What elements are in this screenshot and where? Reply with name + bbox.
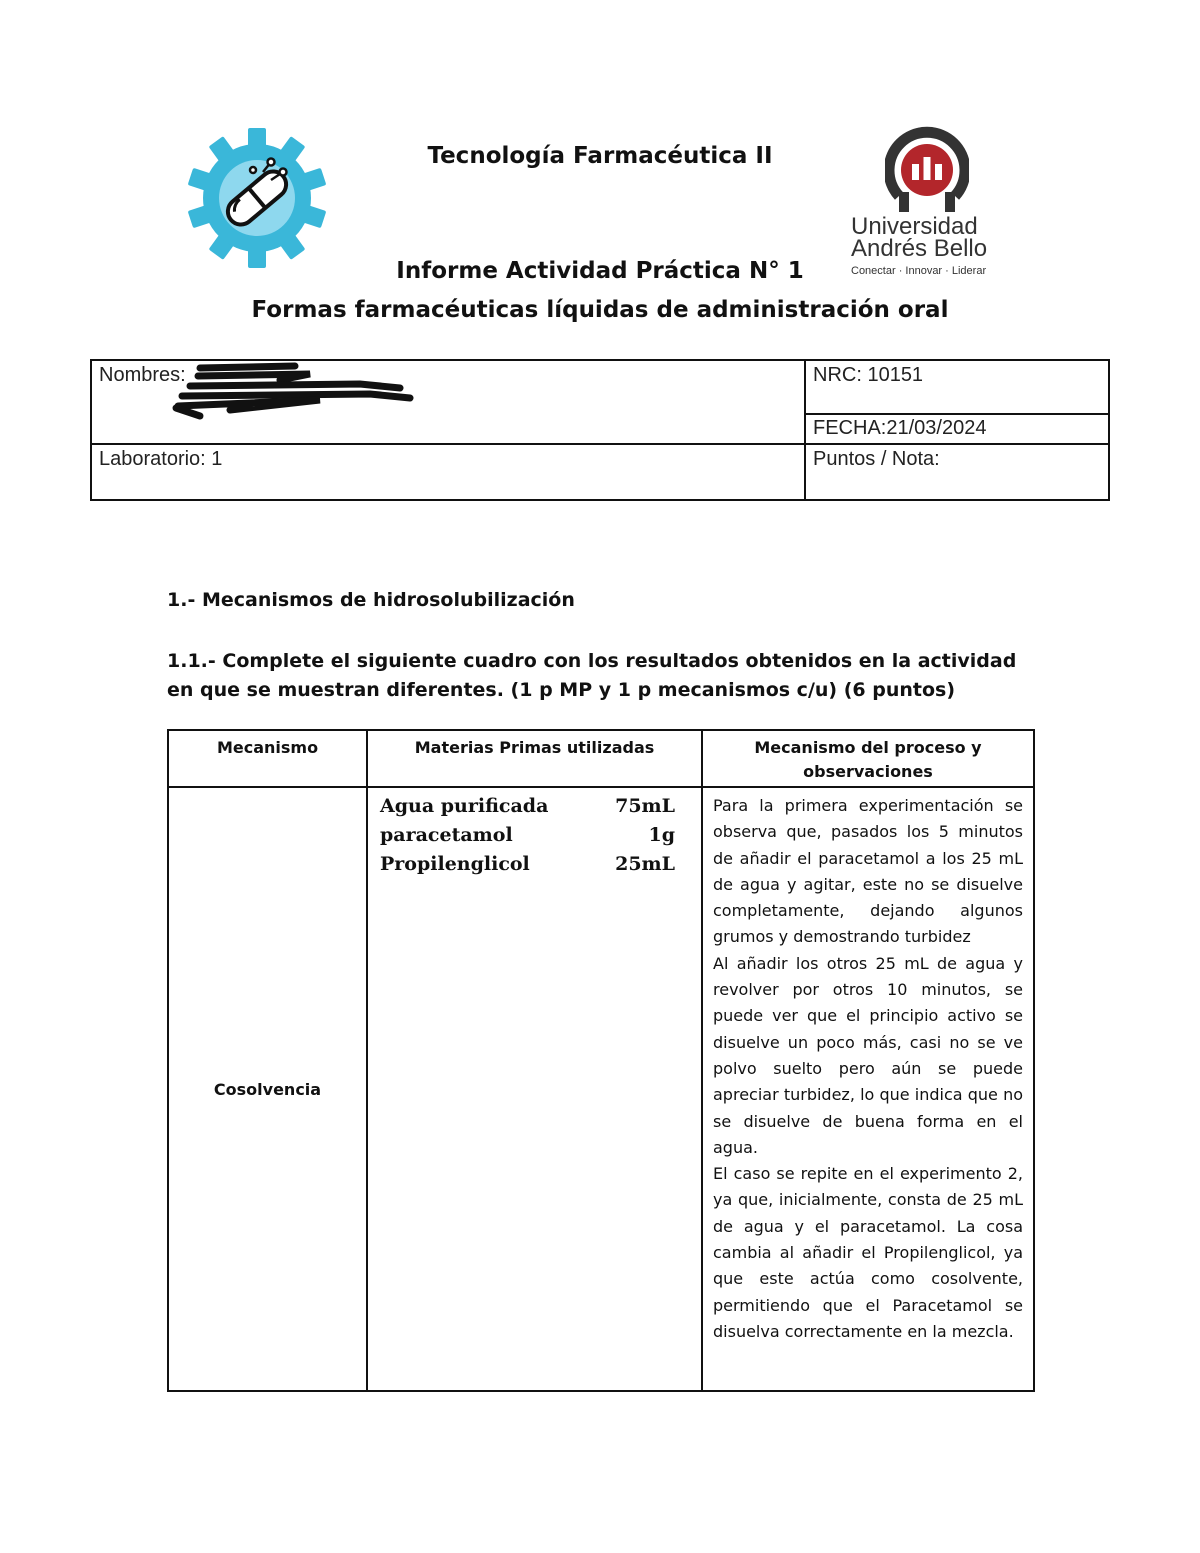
report-title: Informe Actividad Práctica N° 1 bbox=[396, 258, 804, 284]
report-topic: Formas farmacéuticas líquidas de administración oral bbox=[251, 297, 949, 323]
observation-paragraph: El caso se repite en el experimento 2, ya que, inicialmente, consta de 25 mL de agua y el paracetamol. La cosa cambia al añadir el Propilenglicol, ya que este actúa como cosolvente, permitiendo que el Paracetamol se disuelva correctamente en la mezcla. bbox=[713, 1164, 1023, 1341]
nrc-cell: NRC: 10151 bbox=[805, 360, 1109, 414]
course-title: Tecnología Farmacéutica II bbox=[427, 143, 773, 169]
materials-cell bbox=[367, 787, 702, 1391]
header-observations: Mecanismo del proceso y observaciones bbox=[702, 730, 1034, 787]
laboratorio-cell: Laboratorio: 1 bbox=[91, 444, 805, 500]
results-table bbox=[167, 729, 1035, 1392]
table-row bbox=[168, 787, 1034, 1391]
university-name: Universidad Andrés Bello bbox=[851, 213, 988, 262]
material-item: Agua purificada 75mL bbox=[380, 795, 675, 817]
material-item: Propilenglicol 25mL bbox=[380, 853, 675, 875]
header-materials: Materias Primas utilizadas bbox=[367, 730, 702, 787]
observations-cell bbox=[702, 787, 1034, 1391]
observation-paragraph: Al añadir los otros 25 mL de agua y revolver por otros 10 minutos, se puede ver que el principio activo se disuelve un poco más, casi no se ve polvo suelto pero aún se puede apreciar turbidez, lo que indica que no se disuelve de buena forma en el agua. bbox=[713, 953, 1023, 1157]
observation-paragraph: Para la primera experimentación se observa que, pasados los 5 minutos de añadir el paracetamol a los 25 mL de agua y agitar, este no se disuelve completamente, dejando algunos grumos y demostrando turbidez bbox=[713, 796, 1023, 947]
names-label: Nombres: bbox=[99, 364, 186, 386]
material-item: paracetamol 1g bbox=[380, 824, 675, 846]
mechanism-cell: Cosolvencia bbox=[168, 787, 367, 1391]
header-mechanism: Mecanismo bbox=[168, 730, 367, 787]
university-tagline: Conectar · Innovar · Liderar bbox=[851, 265, 987, 277]
table-header-row bbox=[168, 730, 1034, 787]
fecha-cell: FECHA:21/03/2024 bbox=[805, 414, 1109, 444]
section-heading: 1.- Mecanismos de hidrosolubilización bbox=[167, 589, 575, 611]
redaction-scribble bbox=[170, 356, 420, 426]
question-text: 1.1.- Complete el siguiente cuadro con los resultados obtenidos en la actividad en que se muestran diferentes. (1 p MP y 1 p mecanismos c/u) (6 puntos) bbox=[167, 650, 1017, 701]
university-emblem-logo bbox=[885, 124, 969, 216]
puntos-cell: Puntos / Nota: bbox=[805, 444, 1109, 500]
